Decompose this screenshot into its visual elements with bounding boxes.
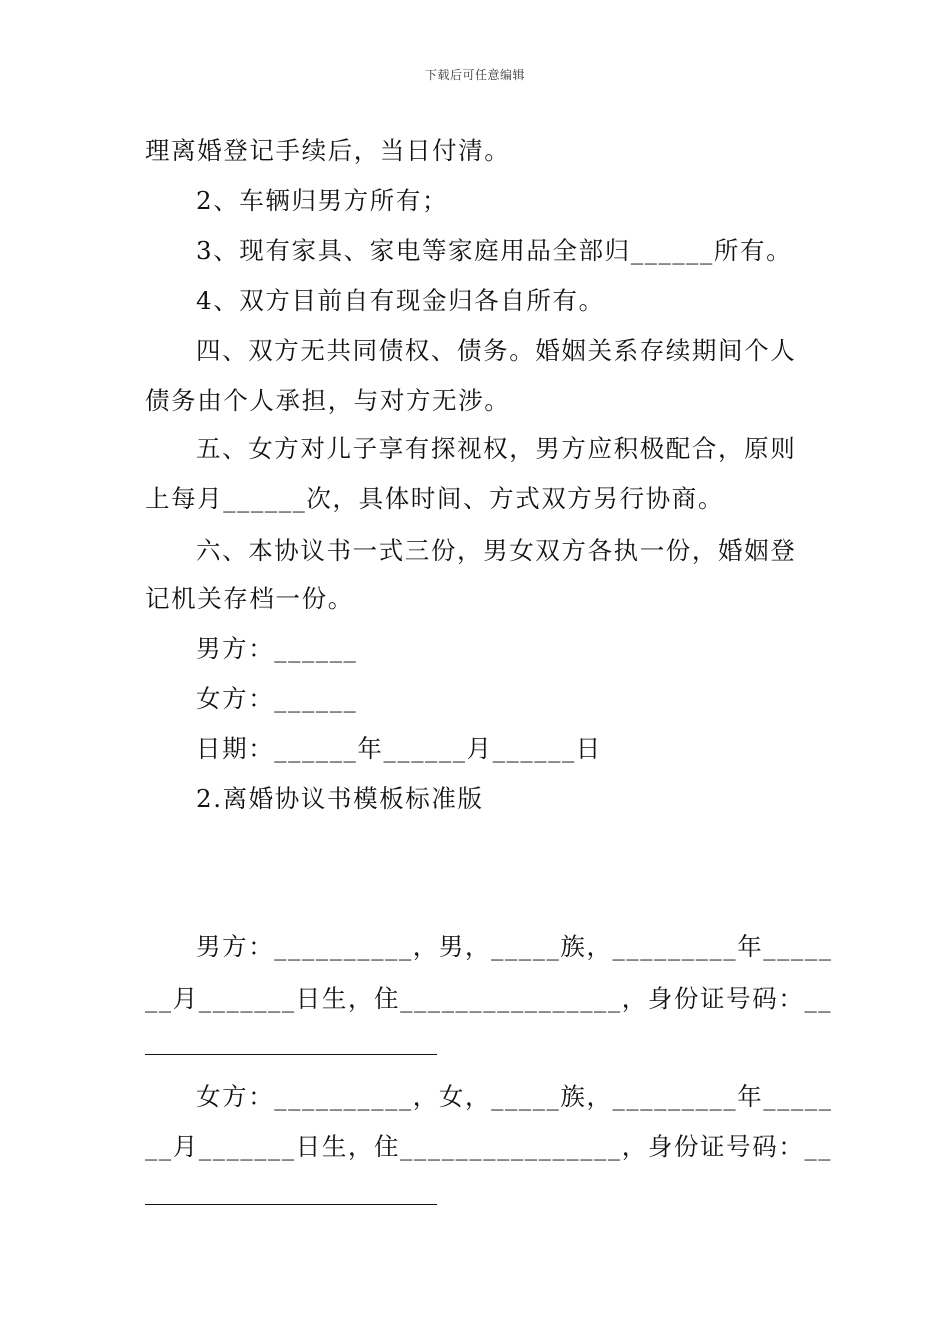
male-signature-line: 男方：______: [196, 634, 358, 663]
text-line-3: 3、现有家具、家电等家庭用品全部归______所有。: [196, 236, 793, 265]
female-id-blank-underline: [145, 1204, 437, 1205]
page-header: 下载后可任意编辑: [424, 68, 525, 82]
text-line-4: 4、双方目前自有现金归各自所有。: [196, 286, 605, 315]
text-line-7: 五、女方对儿子享有探视权，男方应积极配合，原则: [196, 434, 797, 463]
male-info-line-1: 男方：__________，男，_____族，_________年_____: [196, 932, 833, 961]
female-signature-line: 女方：______: [196, 684, 358, 713]
text-line-10: 记机关存档一份。: [145, 584, 354, 613]
text-line-5: 四、双方无共同债权、债务。婚姻关系存续期间个人: [196, 336, 797, 365]
text-line-6: 债务由个人承担，与对方无涉。: [145, 386, 511, 415]
text-line-8: 上每月______次，具体时间、方式双方另行协商。: [145, 484, 724, 513]
female-info-line-2: __月_______日生，住________________，身份证号码：__: [145, 1132, 833, 1161]
text-line-1: 理离婚登记手续后，当日付清。: [145, 136, 511, 165]
male-info-line-2: __月_______日生，住________________，身份证号码：__: [145, 984, 833, 1013]
male-id-blank-underline: [145, 1054, 437, 1055]
section-title: 2.离婚协议书模板标准版: [196, 784, 484, 813]
date-line: 日期：______年______月______日: [196, 734, 602, 763]
text-line-2: 2、车辆归男方所有；: [196, 186, 449, 215]
text-line-9: 六、本协议书一式三份，男女双方各执一份，婚姻登: [196, 536, 797, 565]
female-info-line-1: 女方：__________，女，_____族，_________年_____: [196, 1082, 833, 1111]
